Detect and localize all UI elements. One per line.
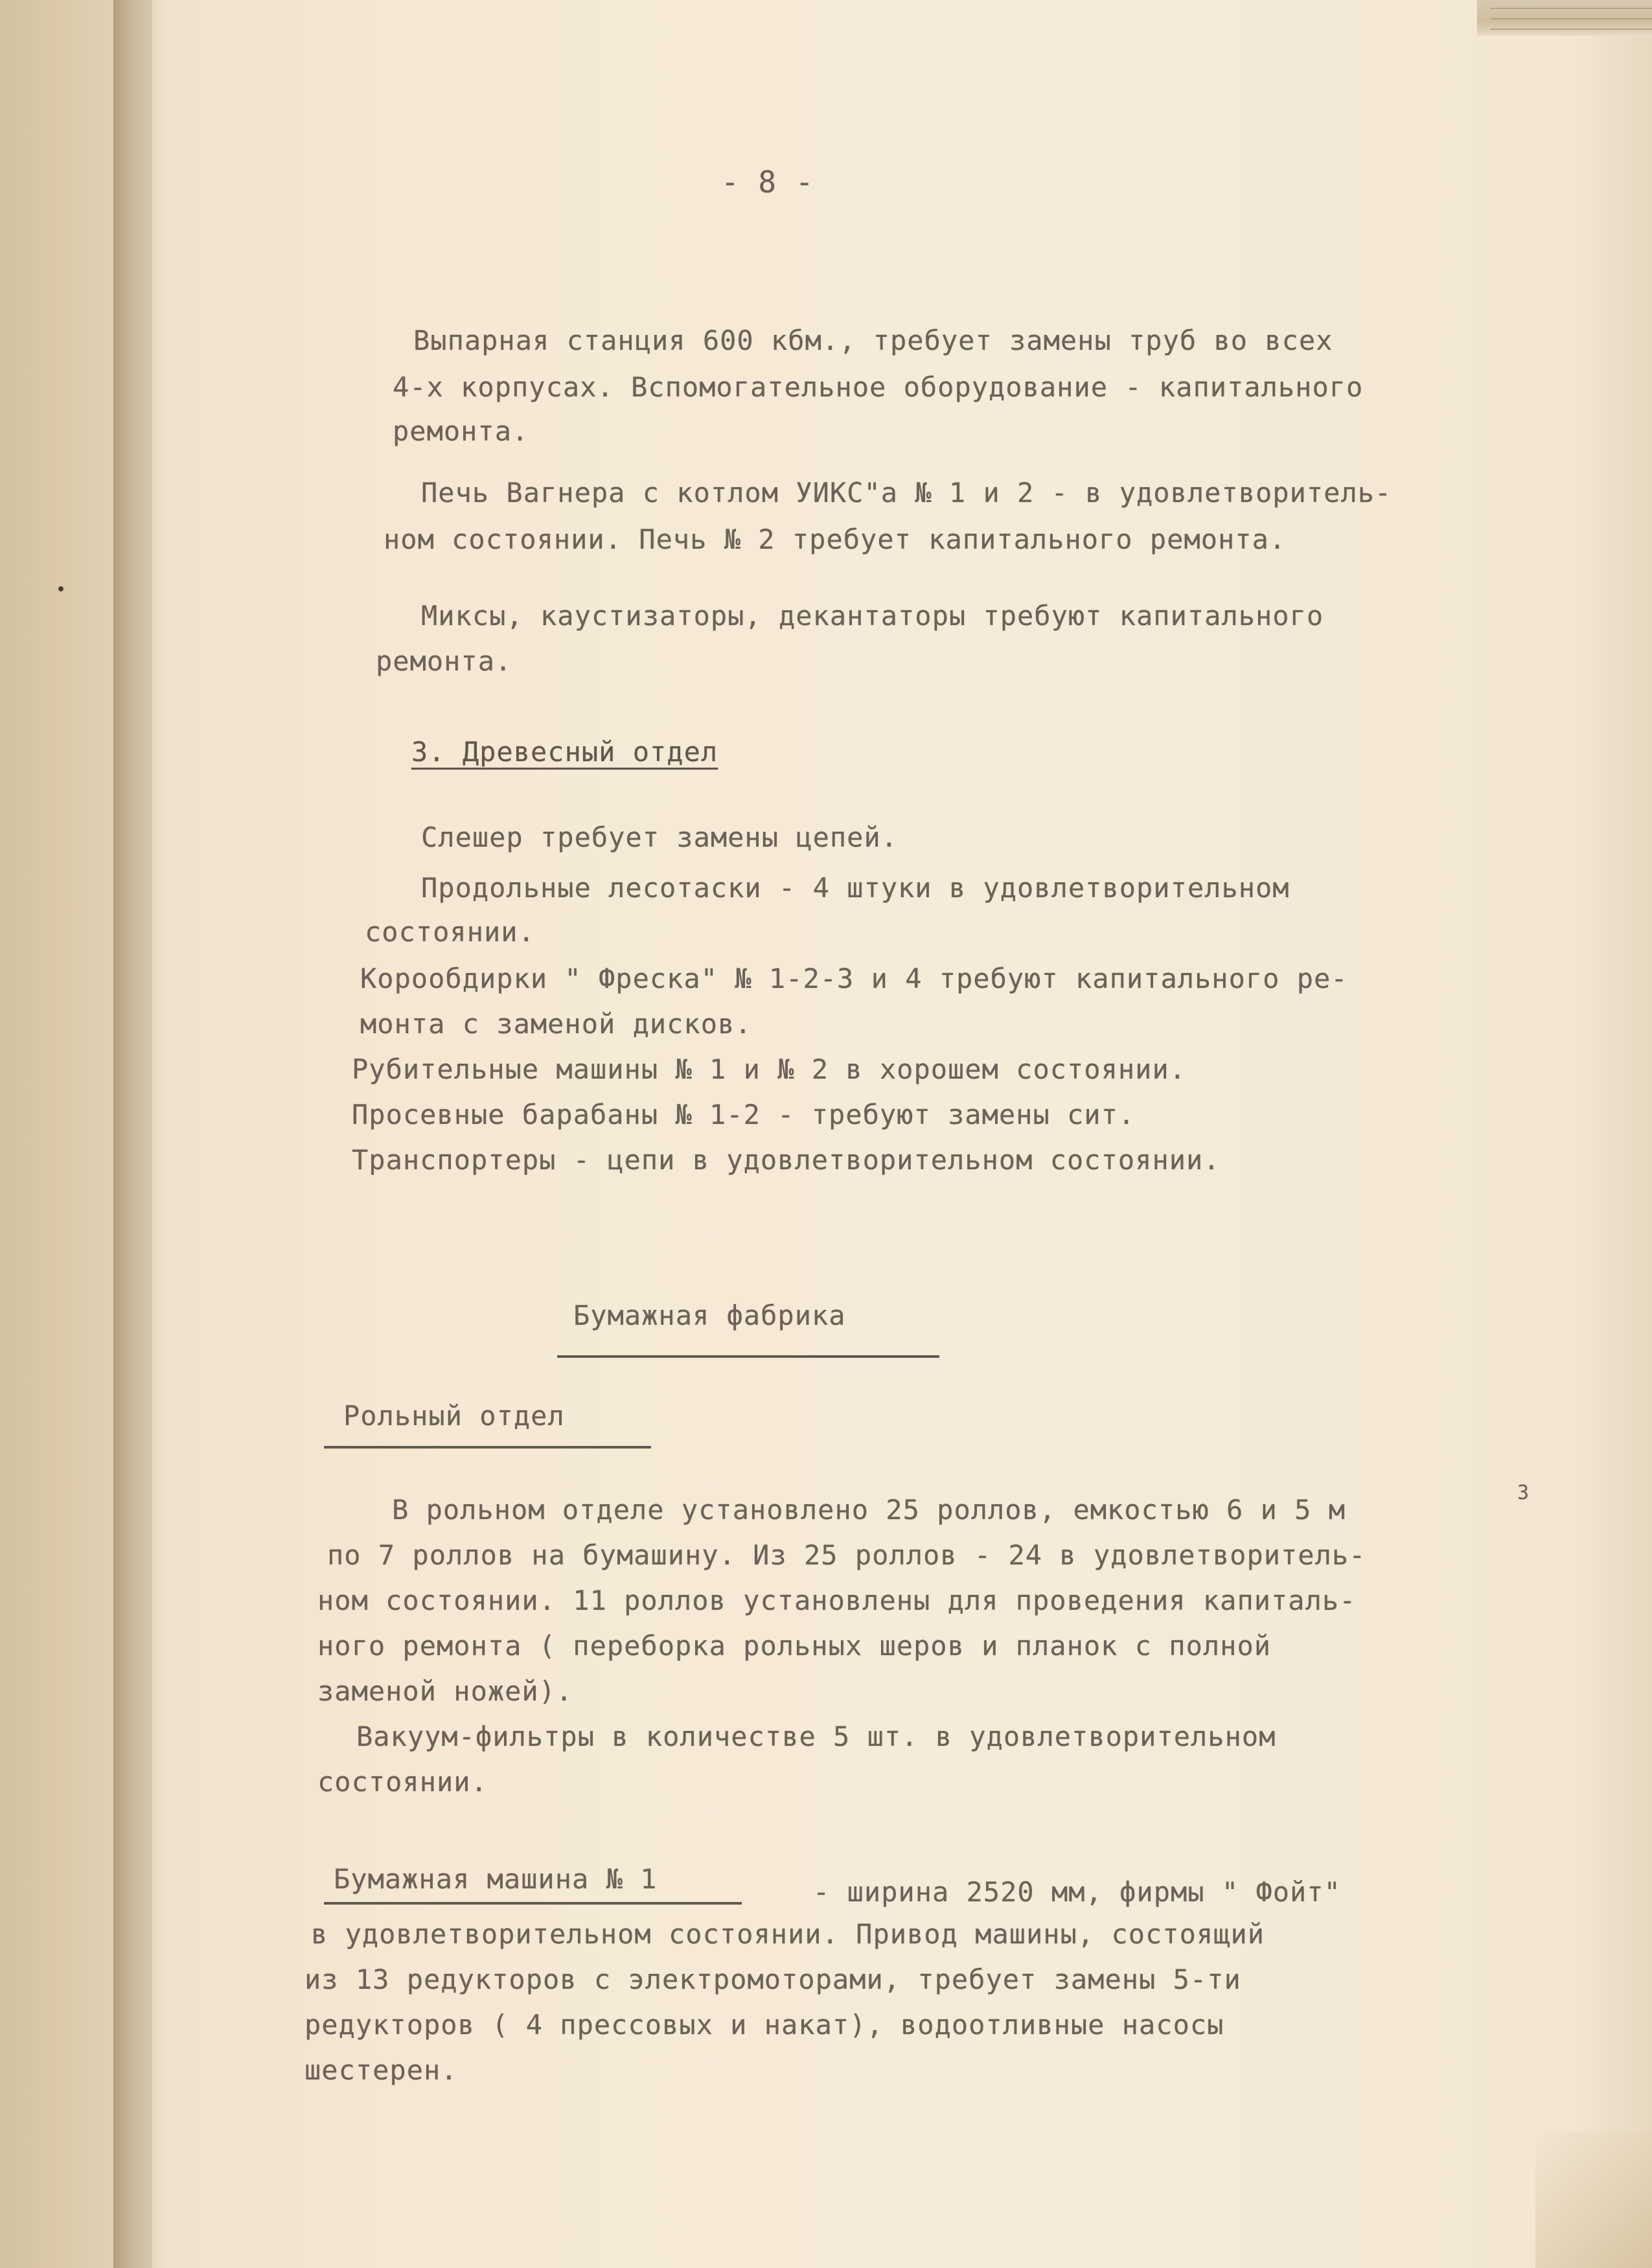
text-line: Транспортеры - цепи в удовлетворительном состоянии. — [352, 1144, 1221, 1176]
text-line: ремонта. — [393, 415, 529, 447]
text-line: шестерен. — [304, 2054, 458, 2086]
text-line: Рубительные машины № 1 и № 2 в хорошем состоянии. — [352, 1053, 1187, 1085]
text-line: В рольном отделе установлено 25 роллов, емкостью 6 и 5 м — [392, 1494, 1346, 1526]
text-line: заменой ножей). — [317, 1675, 573, 1707]
text-line: Вакуум-фильтры в количестве 5 шт. в удовлетворительном — [356, 1721, 1276, 1752]
page-right-shade — [1574, 0, 1652, 2268]
section-heading: Бумажная фабрика — [573, 1300, 846, 1331]
heading-underline — [324, 1446, 651, 1449]
text-line: Просевные барабаны № 1-2 - требуют замены сит. — [352, 1099, 1136, 1130]
text-line: - ширина 2520 мм, фирмы " Фойт" — [813, 1876, 1341, 1908]
text-line: из 13 редукторов с электромоторами, требует замены 5-ти — [304, 1964, 1241, 1995]
paper-stack-line — [1490, 29, 1652, 30]
text-line: Печь Вагнера с котлом УИКС"а № 1 и 2 - в удовлетворитель- — [421, 477, 1392, 509]
binding-shadow — [113, 0, 165, 2268]
text-line: ном состоянии. 11 роллов установлены для проведения капиталь- — [317, 1585, 1357, 1616]
paper-stack-line — [1490, 8, 1652, 9]
text-line: в удовлетворительном состоянии. Привод машины, состоящий — [311, 1918, 1265, 1950]
section-heading: Рольный отдел — [343, 1400, 565, 1432]
text-line: Миксы, каустизаторы, декантаторы требуют капитального — [421, 600, 1324, 632]
section-heading: Бумажная машина № 1 — [334, 1863, 658, 1895]
heading-underline — [557, 1355, 939, 1358]
text-line: Выпарная станция 600 кбм., требует замены труб во всех — [413, 325, 1333, 356]
text-line: ном состоянии. Печь № 2 требует капитального ремонта. — [384, 523, 1287, 555]
text-line: Продольные лесотаски - 4 штуки в удовлетворительном — [421, 872, 1290, 904]
text-line: Корообдирки " Фреска" № 1-2-3 и 4 требуют капитального ре- — [360, 963, 1348, 994]
ink-dot — [58, 586, 63, 591]
text-line: Слешер требует замены цепей. — [421, 821, 899, 853]
text-line: монта с заменой дисков. — [360, 1008, 752, 1040]
text-line: ного ремонта ( переборка рольных шеров и планок с полной — [317, 1630, 1272, 1662]
previous-page-edge — [0, 0, 130, 2268]
paper-stack-line — [1490, 18, 1652, 19]
text-line: по 7 роллов на бумашину. Из 25 роллов - 24 в удовлетворитель- — [327, 1539, 1366, 1571]
text-line: состоянии. — [317, 1766, 488, 1798]
heading-underline — [324, 1902, 742, 1905]
section-heading: 3. Древесный отдел — [411, 736, 718, 768]
text-line: редукторов ( 4 прессовых и накат), водоотливные насосы — [304, 2009, 1224, 2041]
text-line: ремонта. — [376, 645, 512, 677]
text-line: состоянии. — [365, 916, 535, 948]
page-corner-fold — [1535, 2131, 1652, 2268]
superscript: 3 — [1517, 1482, 1530, 1504]
text-line: 4-х корпусах. Вспомогательное оборудование - капитального — [393, 371, 1364, 403]
page-number: - 8 - — [721, 165, 814, 200]
